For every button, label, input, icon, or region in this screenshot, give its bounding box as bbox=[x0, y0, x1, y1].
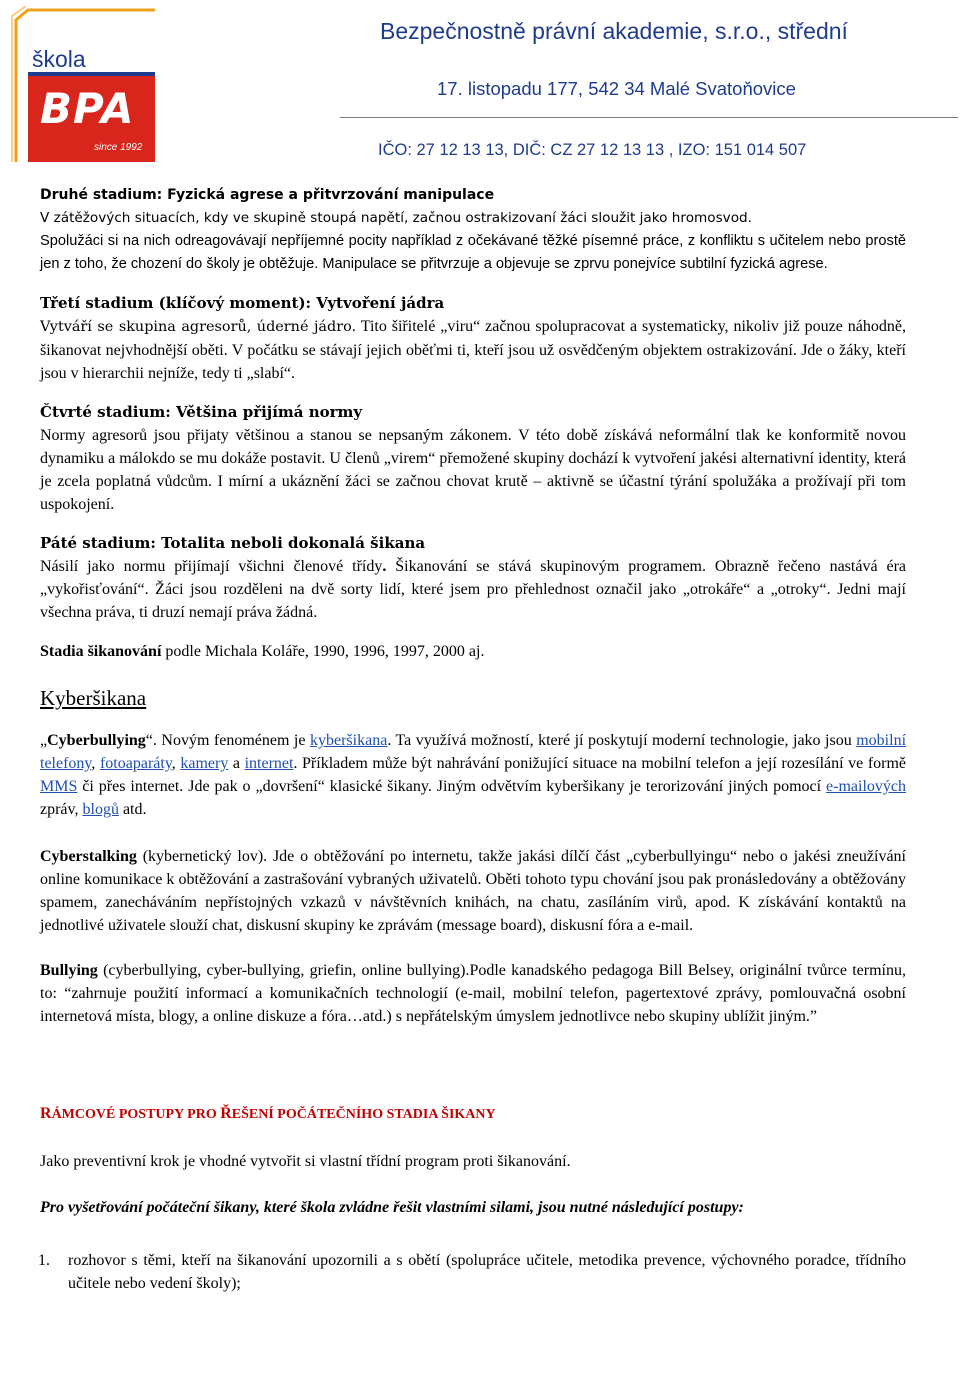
text-segment: Novým fenoménem je bbox=[156, 732, 310, 749]
cyberbullying-paragraph bbox=[40, 729, 906, 821]
link-internet[interactable]: internet bbox=[244, 755, 294, 772]
stage4-text: Normy agresorů jsou přijaty většinou a stanou se nepsaným zákonem. V této době získává neformální tlak ke konformitě novou dynamiku a málokdo se mu dokáže postavit. U členů „virem“ přemožené skupiny dochází k vytvoření jakési alternativní identity, která je zcela poplatná vůdcům. I mírní a ukáznění žáci se začnou chovat krutě – aktivně se účastní týrání spolužáka a prožívají při tom uspokojení. bbox=[40, 427, 906, 513]
cyberstalking-text: (kybernetický lov). Jde o obtěžování po internetu, takže jakási dílčí část „cyberbullyingu“ nebo o jakési zneužívání online komunikace k obtěžování a zastrašování vybraných uživatelů. Oběti tohoto typu chování jsou pak pronásledovány a obtěžovány spamem, zanecháváním nepřístojných vzkazů v návštěvních knihách, na chatu, zasíláním virů, apod. K získávání kontaktů na jednotlivé uživatele slouží chat, diskusní skupiny ke zprávám (message board), diskusní fóra a e-mail. bbox=[40, 848, 906, 934]
heading-part: EŠENÍ POČÁTEČNÍHO STADIA ŠIKANY bbox=[231, 1107, 496, 1122]
list-item bbox=[0, 1249, 906, 1295]
link-kamery[interactable]: kamery bbox=[180, 755, 229, 772]
logo-text-main: BPA bbox=[40, 84, 135, 133]
stage5-section bbox=[40, 532, 906, 624]
heading-part: ÁMCOVÉ POSTUPY PRO bbox=[51, 1107, 221, 1122]
stage3-text-a: Vytváří se skupina agresorů, úderné jádro. bbox=[40, 319, 357, 335]
stage5-text-a: Násilí jako normu přijímají všichni členové třídy bbox=[40, 558, 383, 575]
cyberstalking-term: Cyberstalking bbox=[40, 848, 137, 865]
stage5-text-b: . bbox=[382, 558, 387, 575]
stage3-text bbox=[40, 315, 906, 385]
stage3-section bbox=[40, 292, 906, 385]
text-segment: a bbox=[228, 755, 245, 772]
link-mobilni-telefony[interactable]: mobilní telefony bbox=[40, 732, 907, 772]
link-mms[interactable]: MMS bbox=[40, 778, 78, 795]
postupy-intro: Pro vyšetřování počáteční šikany, které škola zvládne řešit vlastními silami, jsou nutné následující postupy: bbox=[40, 1199, 744, 1216]
preventivni-krok-text: Jako preventivní krok je vhodné vytvořit si vlastní třídní program proti šikanování. bbox=[40, 1153, 571, 1170]
stage2-text-a: V zátěžových situacích, kdy ve skupině stoupá napětí, začnou ostrakizovaní žáci sloužit jako hromosvod. bbox=[40, 210, 752, 226]
link-blogu[interactable]: blogů bbox=[82, 801, 119, 818]
postupy-list bbox=[0, 1249, 906, 1295]
stadia-rest: podle Michala Koláře, 1990, 1996, 1997, 2000 aj. bbox=[161, 643, 485, 660]
logo-text-top: škola bbox=[32, 46, 86, 72]
header-divider bbox=[340, 117, 958, 118]
quote-close: “. bbox=[145, 732, 157, 749]
stage5-text bbox=[40, 555, 906, 624]
stage2-text-b: Spolužáci si na nich odreagovávají nepříjemné pocity například z očekávané těžké písemné práce, z konfliktu s učitelem nebo prostě jen z toho, že chození do školy je obtěžuje. Manipulace se přitvrzuje a objevuje se zprvu ponejvíce subtilní fyzická agrese. bbox=[40, 233, 906, 272]
school-logo bbox=[10, 6, 160, 164]
bullying-paragraph bbox=[40, 959, 906, 1028]
stadia-bold: Stadia šikanování bbox=[40, 643, 162, 660]
text-segment: . Ta využívá možností, které jí poskytují moderní technologie, jako jsou bbox=[387, 732, 857, 749]
text-segment: , bbox=[171, 755, 181, 772]
link-kybersikana[interactable]: kyberšikana bbox=[310, 732, 388, 749]
text-segment: či přes internet. Jde pak o „dovršení“ klasické šikany. Jiným odvětvím kyberšikany je terorizování jiných pomocí bbox=[77, 778, 827, 795]
stage5-heading: Páté stadium: Totalita neboli dokonalá šikana bbox=[40, 534, 426, 552]
stage2-heading: Druhé stadium: Fyzická agrese a přitvrzování manipulace bbox=[40, 187, 495, 203]
kybersikana-heading: Kyberšikana bbox=[40, 686, 147, 710]
text-segment: zpráv, bbox=[40, 801, 83, 818]
list-item-number: 1. bbox=[38, 1252, 50, 1269]
stage3-heading: Třetí stadium (klíčový moment): Vytvoření jádra bbox=[40, 294, 445, 312]
stage4-heading: Čtvrté stadium: Většina přijímá normy bbox=[40, 403, 363, 421]
school-address: 17. listopadu 177, 542 34 Malé Svatoňovice bbox=[437, 78, 796, 99]
stage5-text-c: Šikanování se stává skupinovým programem. Obrazně řečeno nastává éra „vykořisťování“. Žáci jsou rozděleni na dvě sorty lidí, které jsem pro přehlednost označil jako „otrokáře“ a „otroky“. Jedni mají všechna práva, ti druzí nemají práva žádná. bbox=[40, 558, 907, 621]
link-fotoaparaty[interactable]: fotoaparáty bbox=[99, 755, 172, 772]
cyberbullying-term: Cyberbullying bbox=[47, 732, 146, 749]
school-ids: IČO: 27 12 13 13, DIČ: CZ 27 12 13 13 , IZO: 151 014 507 bbox=[378, 141, 807, 159]
ramcove-postupy-heading bbox=[40, 1102, 906, 1126]
heading-cap: R bbox=[40, 1105, 52, 1122]
cyberstalking-paragraph bbox=[40, 845, 906, 937]
bullying-text: (cyberbullying, cyber-bullying, griefin, online bullying).Podle kanadského pedagoga Bill Belsey, originální tvůrce termínu, to: “zahrnuje použití informací a komunikačních technologií (e-mail, mobilní telefon, pagertextové zprávy, pomlouvačná osobní internetová místa, blogy, a online diskuze a fóra…atd.) s nepřátelským úmyslem jednotlivce nebo skupiny ublížit jiným.” bbox=[40, 962, 906, 1025]
text-segment: , bbox=[91, 755, 100, 772]
document-body bbox=[40, 184, 906, 1295]
stadia-line bbox=[40, 640, 906, 663]
stage3-text-b: Tito šiřitelé „viru“ začnou spolupracovat a systematicky, nikoliv již pouze náhodně, šikanovat nejvhodnější oběti. V počátku se stávají jejich oběťmi ti, kteří jsou už osvědčeným objektem ostrakizování. Jde o žáky, kteří jsou v hierarchii nejníže, tedy ti „slabí“. bbox=[40, 318, 906, 382]
heading-cap: Ř bbox=[220, 1105, 232, 1122]
quote-open: „ bbox=[40, 732, 48, 749]
logo-text-since: since 1992 bbox=[94, 142, 143, 153]
text-segment: . Příkladem může být nahrávání ponižující situace na mobilní telefon a její rozesílání ve formě bbox=[293, 755, 907, 772]
school-title: Bezpečnostně právní akademie, s.r.o., střední bbox=[380, 18, 848, 44]
stage4-section bbox=[40, 401, 906, 516]
list-item-text: rozhovor s těmi, kteří na šikanování upozornili a s obětí (spolupráce učitele, metodika prevence, výchovného poradce, třídního učitele nebo vedení školy); bbox=[68, 1252, 906, 1292]
text-segment: atd. bbox=[118, 801, 147, 818]
link-e-mailovych[interactable]: e-mailových bbox=[826, 778, 906, 795]
bullying-term: Bullying bbox=[40, 962, 98, 979]
